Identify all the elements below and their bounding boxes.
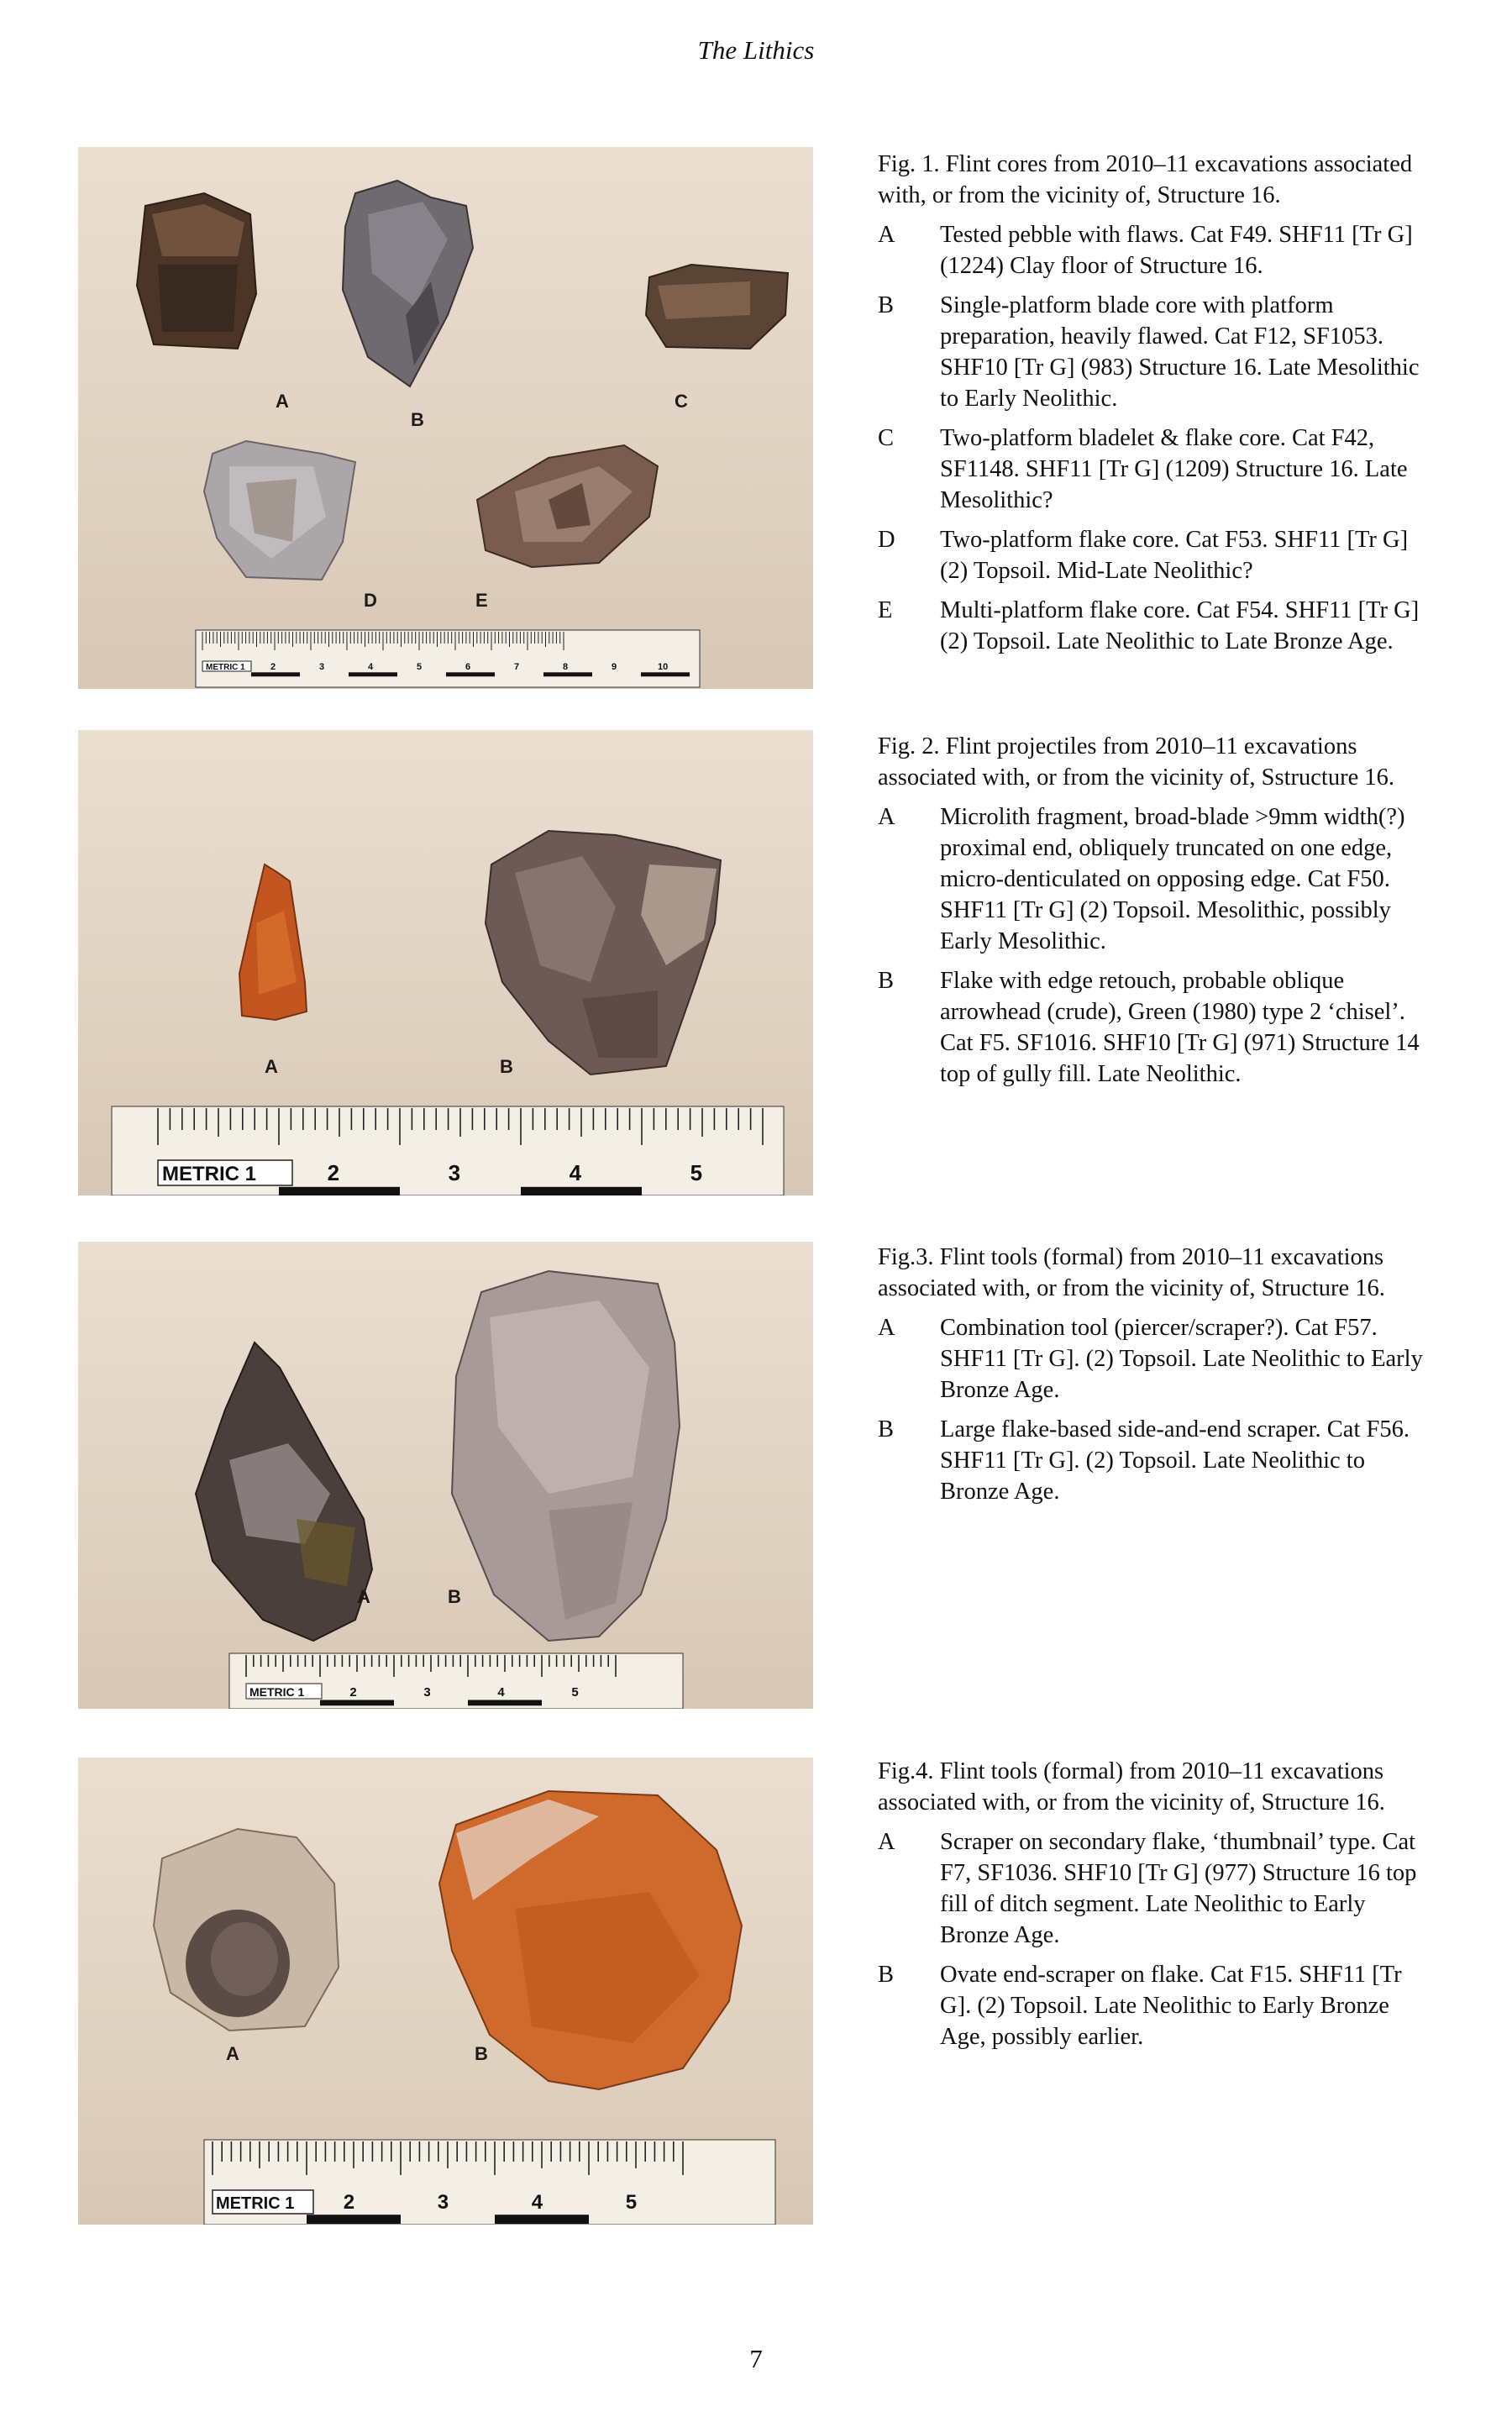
item-text: Single-platform blade core with platform preparation, heavily flawed. Cat F12, SF1053. SHF10 [Tr G] (983) Structure 16. Late Mesolithic to Early Neolithic. <box>940 292 1420 412</box>
fig4-scale-label: METRIC 1 <box>216 2194 295 2213</box>
page-number: 7 <box>749 2344 763 2373</box>
fig1-scale-label: METRIC 1 <box>206 663 245 672</box>
ruler-number: 3 <box>423 1685 431 1700</box>
ruler-band <box>543 672 592 676</box>
fig3-caption <box>878 1242 1424 1516</box>
fig4-scale-bar <box>204 2140 775 2225</box>
fig4-photo <box>78 1758 813 2225</box>
item-text: Large flake-based side-and-end scraper. Cat F56. SHF11 [Tr G]. (2) Topsoil. Late Neolithic to Bronze Age. <box>940 1416 1410 1505</box>
ruler-number: 9 <box>612 662 617 672</box>
ruler-band <box>495 2215 589 2224</box>
fig3-title: Fig.3. Flint tools (formal) from 2010–11 excavations associated with, or from the vicinity of, Structure 16. <box>878 1244 1385 1301</box>
fig1-label-b: B <box>411 409 424 430</box>
item-text: Multi-platform flake core. Cat F54. SHF11 [Tr G] (2) Topsoil. Late Neolithic to Late Bronze Age. <box>940 597 1420 654</box>
ruler-number: 3 <box>437 2191 449 2214</box>
ruler-band <box>521 1187 642 1195</box>
ruler-band <box>468 1700 542 1706</box>
item-letter: A <box>878 1829 895 1855</box>
ruler-number: 2 <box>270 662 276 672</box>
fig3-photo <box>78 1242 813 1709</box>
item-text: Ovate end-scraper on flake. Cat F15. SHF11 [Tr G]. (2) Topsoil. Late Neolithic to Early Bronze Age, possibly earlier. <box>940 1962 1402 2050</box>
ruler-band <box>279 1187 400 1195</box>
fig1-caption <box>878 149 1424 665</box>
fig3-item-a <box>878 1312 1424 1406</box>
fig2-item-a <box>878 801 1424 957</box>
fig4-item-b <box>878 1959 1424 2052</box>
item-letter: C <box>878 425 895 451</box>
fig1-label-c: C <box>675 391 688 412</box>
item-letter: A <box>878 222 895 248</box>
item-letter: B <box>878 1416 895 1442</box>
ruler-number: 5 <box>690 1160 703 1185</box>
ruler-number: 4 <box>569 1160 582 1185</box>
fig1-scale-bar <box>196 630 700 687</box>
fig1-item-b <box>878 290 1424 414</box>
item-letter: B <box>878 292 895 318</box>
fig2-title: Fig. 2. Flint projectiles from 2010–11 excavations associated with, or from the vicinity of, Sstructure 16. <box>878 733 1394 791</box>
fig1-title: Fig. 1. Flint cores from 2010–11 excavations associated with, or from the vicinity of, Structure 16. <box>878 151 1413 208</box>
fig2-scale-label: METRIC 1 <box>162 1163 257 1185</box>
ruler-band <box>641 672 690 676</box>
fig1-label-a: A <box>276 391 289 412</box>
ruler-number: 5 <box>571 1685 579 1700</box>
ruler-number: 4 <box>368 662 374 672</box>
fig1-item-d <box>878 524 1424 586</box>
ruler-number: 7 <box>514 662 520 672</box>
fig2-caption <box>878 731 1424 1098</box>
ruler-band <box>349 672 397 676</box>
ruler-number: 5 <box>417 662 423 672</box>
ruler-number: 4 <box>531 2191 543 2214</box>
running-head: The Lithics <box>697 35 815 65</box>
fig1-label-e: E <box>475 590 488 611</box>
fig3-scale-label: METRIC 1 <box>249 1685 305 1699</box>
fig3-label-a: A <box>357 1586 370 1607</box>
ruler-number: 6 <box>465 662 471 672</box>
fig1-item-e <box>878 595 1424 657</box>
ruler-number: 10 <box>657 662 669 672</box>
fig3-item-b <box>878 1414 1424 1507</box>
item-text: Two-platform flake core. Cat F53. SHF11 [Tr G] (2) Topsoil. Mid-Late Neolithic? <box>940 527 1409 584</box>
item-text: Two-platform bladelet & flake core. Cat F42, SF1148. SHF11 [Tr G] (1209) Structure 16. Late Mesolithic? <box>940 425 1408 513</box>
ruler-number: 2 <box>349 1685 357 1700</box>
fig1-item-c <box>878 423 1424 516</box>
ruler-band <box>446 672 495 676</box>
ruler-number: 5 <box>625 2191 638 2214</box>
item-text: Scraper on secondary flake, ‘thumbnail’ type. Cat F7, SF1036. SHF10 [Tr G] (977) Structure 16 top fill of ditch segment. Late Neolithic to Early Bronze Age. <box>940 1829 1417 1948</box>
item-text: Combination tool (piercer/scraper?). Cat F57. SHF11 [Tr G]. (2) Topsoil. Late Neolithic to Early Bronze Age. <box>940 1315 1423 1403</box>
fig3-label-b: B <box>448 1586 461 1607</box>
fig4-item-a <box>878 1826 1424 1951</box>
ruler-band <box>320 1700 394 1706</box>
item-text: Flake with edge retouch, probable oblique arrowhead (crude), Green (1980) type 2 ‘chisel’. Cat F5. SF1016. SHF10 [Tr G] (971) Structure 14 top of gully fill. Late Neolithic. <box>940 968 1420 1087</box>
item-text: Tested pebble with flaws. Cat F49. SHF11 [Tr G] (1224) Clay floor of Structure 16. <box>940 222 1413 279</box>
ruler-band <box>307 2215 401 2224</box>
item-letter: B <box>878 968 895 994</box>
fig2-item-b <box>878 965 1424 1090</box>
fig2-label-b: B <box>500 1056 513 1077</box>
fig2-scale-bar <box>112 1106 784 1195</box>
item-text: Microlith fragment, broad-blade >9mm width(?) proximal end, obliquely truncated on one edge, micro-denticulated on opposing edge. Cat F50. SHF11 [Tr G] (2) Topsoil. Mesolithic, possibly Early Mesolithic. <box>940 804 1405 954</box>
item-letter: A <box>878 1315 895 1341</box>
fig4-title: Fig.4. Flint tools (formal) from 2010–11 excavations associated with, or from the vicinity of, Structure 16. <box>878 1758 1385 1815</box>
fig3-scale-bar <box>229 1653 683 1709</box>
fig2-label-a: A <box>265 1056 278 1077</box>
item-letter: A <box>878 804 895 830</box>
fig2-photo <box>78 730 813 1195</box>
ruler-number: 2 <box>327 1160 340 1185</box>
ruler-number: 4 <box>497 1685 505 1700</box>
item-letter: B <box>878 1962 895 1988</box>
ruler-band <box>251 672 300 676</box>
item-letter: E <box>878 597 893 623</box>
fig4-label-a: A <box>226 2043 239 2064</box>
fig1-photo <box>78 147 813 689</box>
ruler-number: 8 <box>563 662 569 672</box>
ruler-number: 3 <box>448 1160 461 1185</box>
item-letter: D <box>878 527 895 553</box>
ruler-number: 3 <box>319 662 325 672</box>
fig4-label-b: B <box>475 2043 488 2064</box>
fig4-caption <box>878 1756 1424 2061</box>
ruler-number: 2 <box>343 2191 355 2214</box>
fig1-label-d: D <box>364 590 377 611</box>
fig1-item-a <box>878 219 1424 281</box>
